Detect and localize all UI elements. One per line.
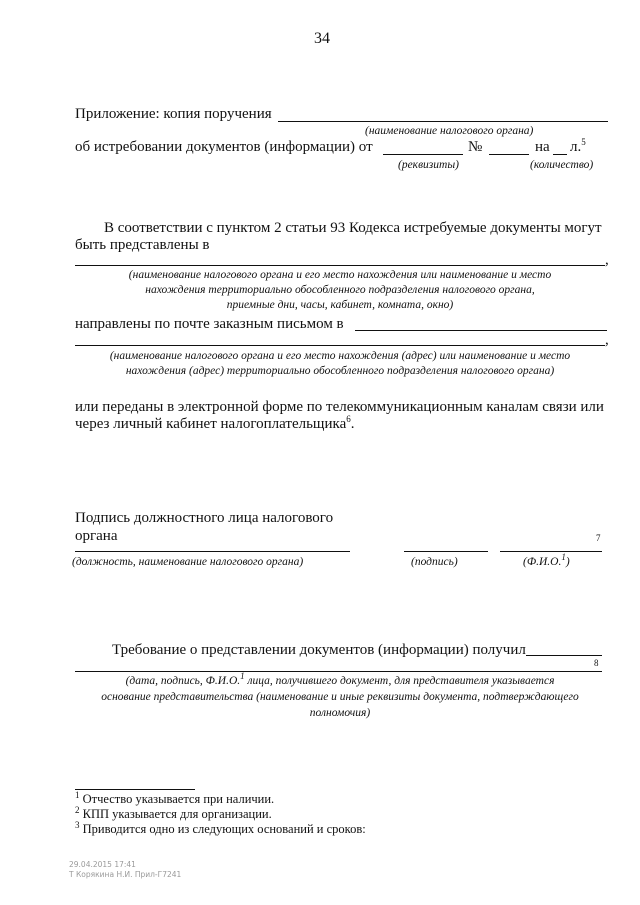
mail-field-line-2 — [75, 345, 605, 346]
electronic-line-1: или переданы в электронной форме по телекоммуникационным каналам связи или — [75, 399, 604, 415]
received-hint-2: основание представительства (наименование и иные реквизиты документа, подтверждающего — [101, 691, 579, 703]
destination-field-line — [75, 265, 605, 266]
paragraph-line-2: быть представлены в — [75, 237, 210, 253]
fio-hint: (Ф.И.О.$^1$) — [523, 552, 570, 568]
received-field-line-1 — [526, 655, 602, 656]
destination-hint-1: (наименование налогового органа и его место нахождения или наименование и место — [128, 269, 552, 281]
page-number: 34 — [314, 30, 330, 47]
sheets-text: л.$^5$ — [570, 137, 586, 155]
footnote-ref-6: 6 — [346, 414, 351, 424]
sign-field-line — [404, 551, 488, 552]
comma-1: , — [605, 252, 609, 268]
destination-hint-2: нахождения территориально обособленного подразделения налогового органа, — [145, 284, 535, 296]
requisites-hint: (реквизиты) — [398, 159, 459, 171]
paragraph-line-1: В соответствии с пунктом 2 статьи 93 Кодекса истребуемые документы могут — [104, 220, 602, 236]
tax-organ-hint: (наименование налогового органа) — [365, 125, 534, 137]
appendix-label: Приложение: копия поручения — [75, 106, 272, 122]
number-field-line — [489, 154, 529, 155]
request-text: об истребовании документов (информации) от — [75, 139, 373, 155]
footnote-1: $^1$ Отчество указывается при наличии. — [75, 789, 275, 806]
quantity-hint: (количество) — [530, 159, 594, 171]
on-text: на — [535, 139, 550, 155]
tax-organ-field-line — [278, 121, 608, 122]
received-text: Требование о представлении документов (информации) получил — [112, 642, 526, 658]
signature-line-2: органа — [75, 528, 118, 544]
print-stamp-date: 29.04.2015 17:41 — [69, 860, 136, 869]
footnote-3: $^3$ Приводится одно из следующих оснований и сроков: — [75, 819, 366, 836]
requisites-field-line — [383, 154, 463, 155]
footnote-2: $^2$ КПП указывается для организации. — [75, 804, 272, 821]
received-hint-1: (дата, подпись, Ф.И.О.$^1$ лица, получившего документ, для представителя указывается — [125, 671, 555, 687]
quantity-field-line — [553, 154, 567, 155]
footnote-ref-7: 7 — [596, 533, 601, 543]
mail-field-line-1 — [355, 330, 607, 331]
footnote-separator — [75, 789, 195, 790]
number-sign: № — [468, 139, 483, 155]
print-stamp-author: Т Корякина Н.И. Прил-Г7241 — [69, 870, 182, 879]
signature-line-1: Подпись должностного лица налогового — [75, 510, 334, 526]
destination-hint-3: приемные дни, часы, кабинет, комната, окно) — [226, 299, 454, 311]
sign-hint: (подпись) — [411, 556, 458, 568]
position-field-line — [75, 551, 350, 552]
footnote-ref-8: 8 — [594, 658, 599, 668]
electronic-line-2: через личный кабинет налогоплательщика$^6$. — [75, 414, 355, 432]
mail-hint-1: (наименование налогового органа и его место нахождения (адрес) или наименование и место — [109, 350, 571, 362]
received-field-line-2 — [75, 671, 602, 672]
fio-field-line — [500, 551, 602, 552]
footnote-ref-5: 5 — [581, 137, 586, 147]
position-hint: (должность, наименование налогового органа) — [72, 556, 304, 568]
mail-text: направлены по почте заказным письмом в — [75, 316, 344, 332]
comma-2: , — [605, 332, 609, 348]
mail-hint-2: нахождения (адрес) территориально обособленного подразделения налогового органа) — [125, 365, 555, 377]
received-hint-3: полномочия) — [309, 707, 371, 719]
